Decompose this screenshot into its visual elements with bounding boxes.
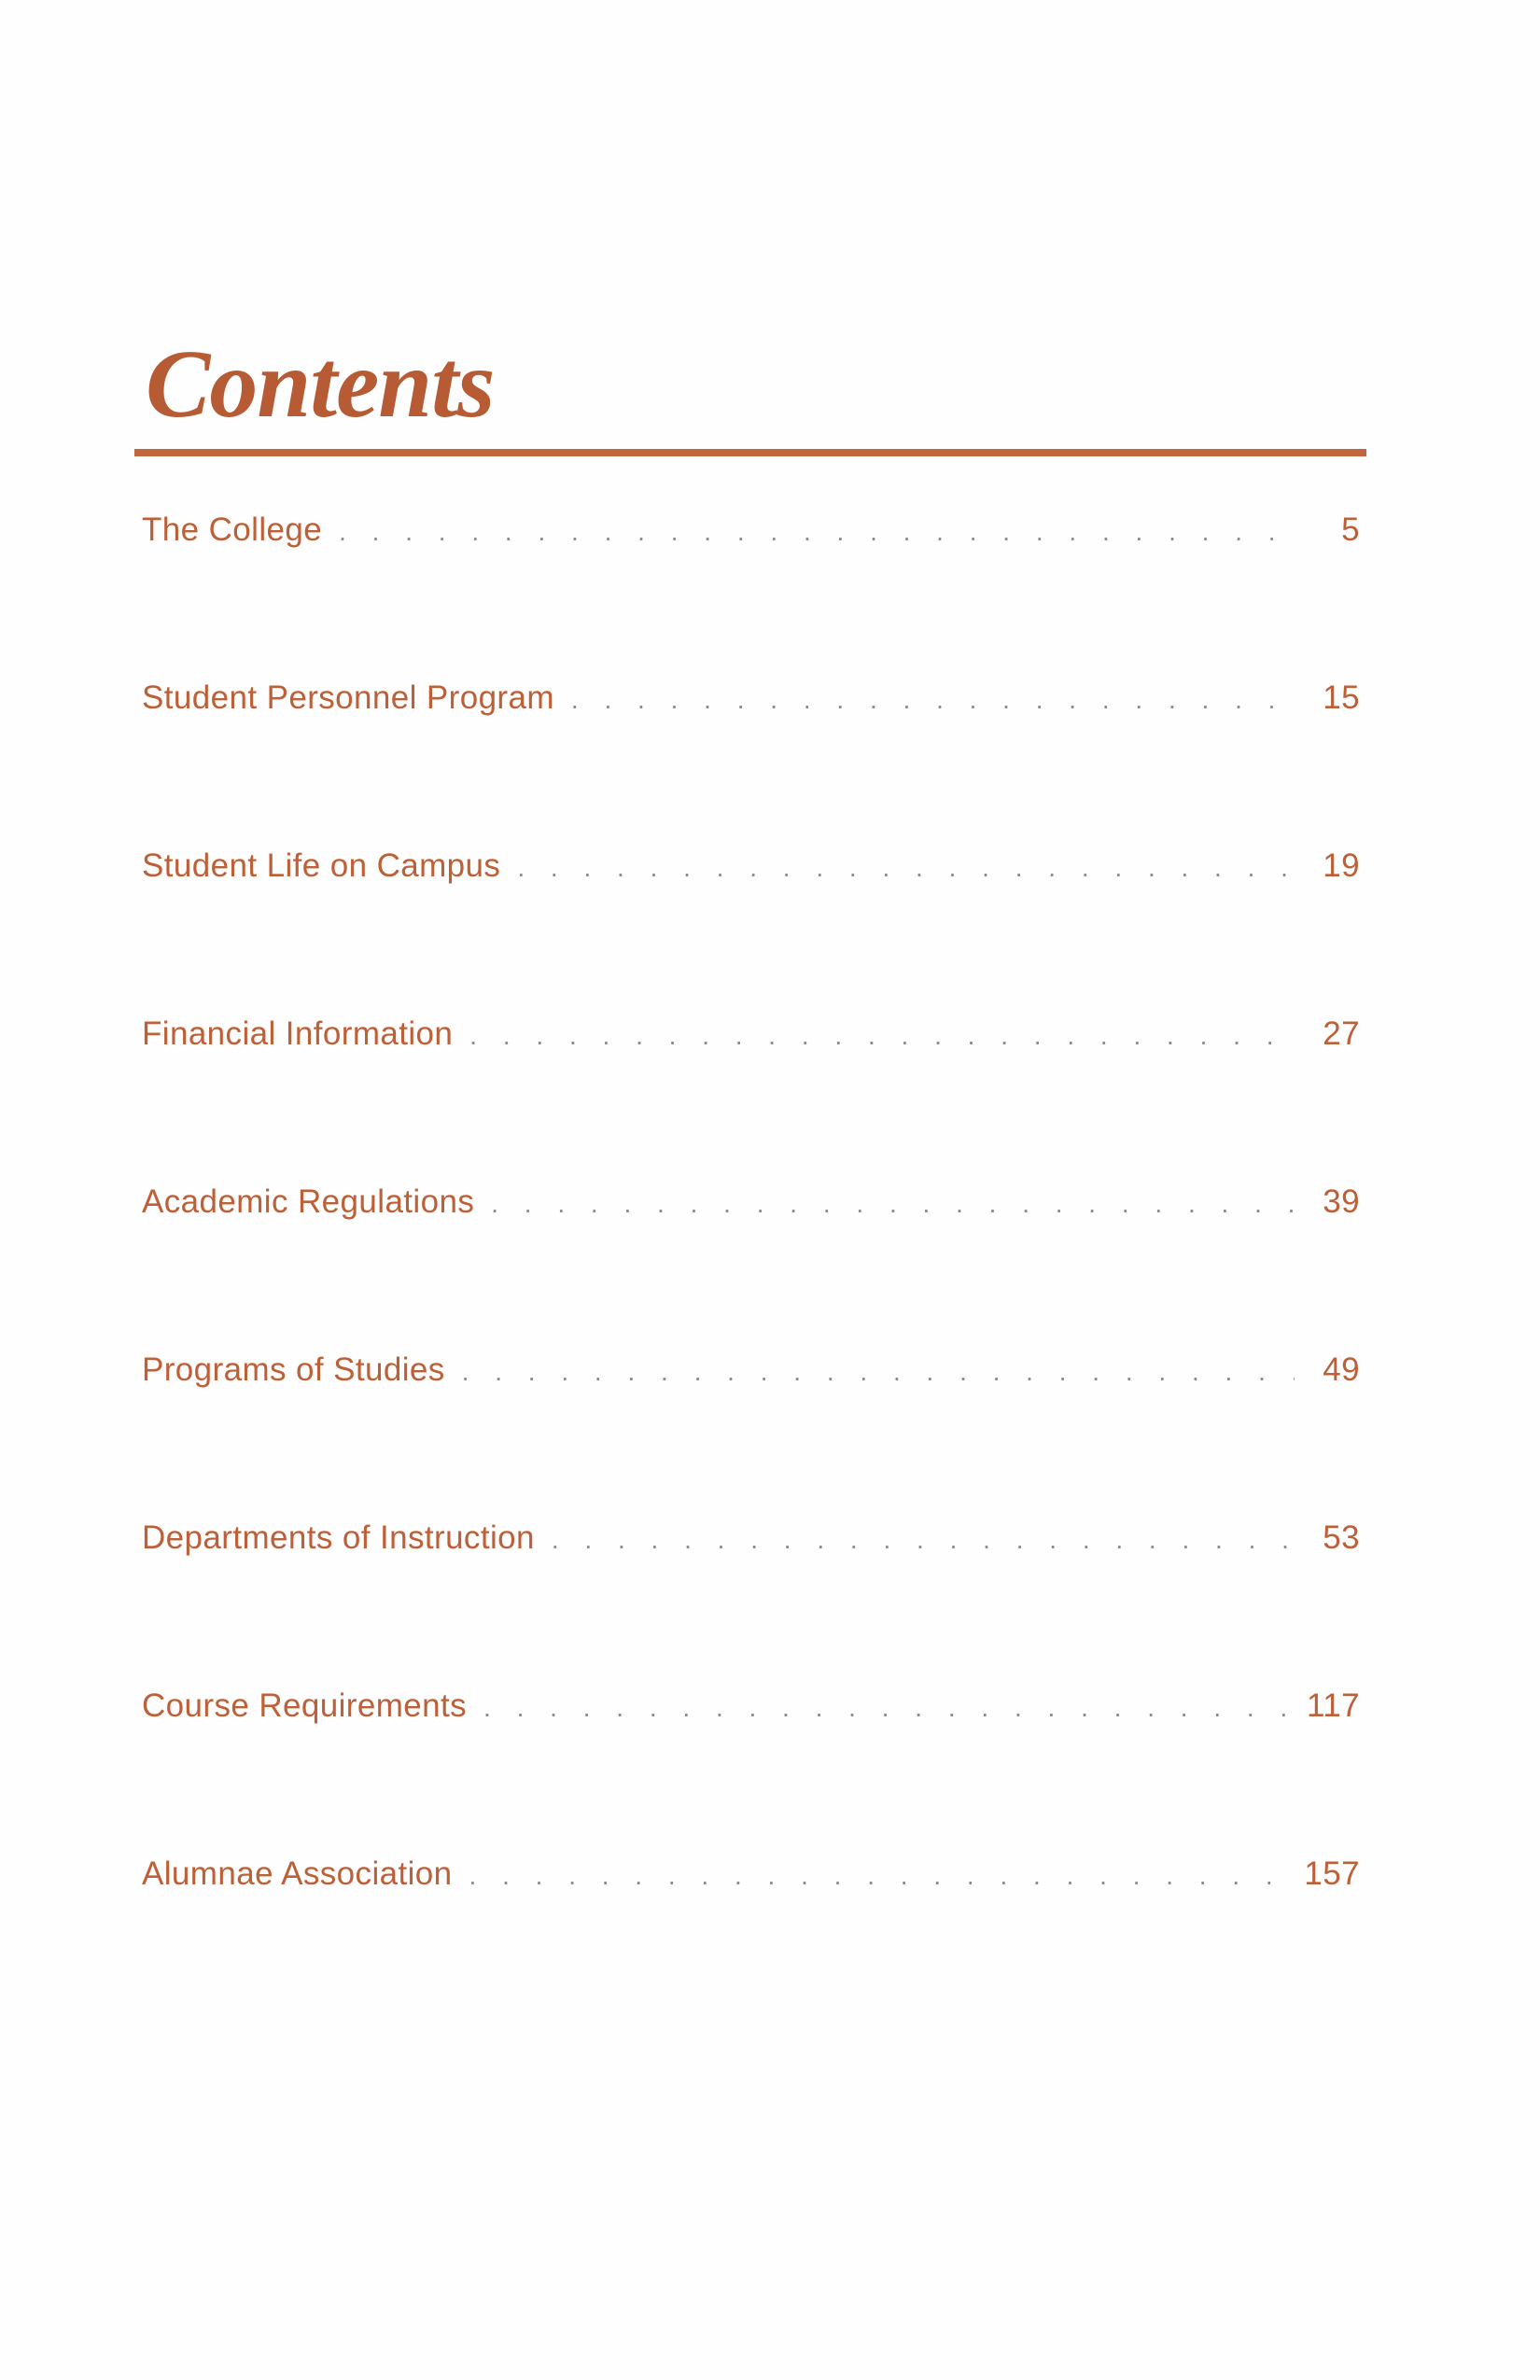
dot-leader (469, 1863, 1295, 1889)
toc-entry-title: Financial Information (142, 1015, 454, 1052)
toc-page-number: 157 (1304, 1855, 1360, 1892)
toc-entry-title: Student Personnel Program (142, 679, 554, 716)
page-title: Contents (146, 330, 495, 438)
toc-page-number: 5 (1341, 511, 1360, 548)
dot-leader (339, 519, 1295, 545)
toc-page-number: 27 (1323, 1015, 1360, 1052)
dot-leader (491, 1191, 1295, 1217)
contents-header (134, 317, 1366, 467)
toc-page-number: 19 (1323, 847, 1360, 884)
dot-leader (552, 1527, 1295, 1553)
toc-entry-student-life-on-campus[interactable] (142, 847, 1360, 1015)
toc-entry-academic-regulations[interactable] (142, 1183, 1360, 1351)
toc-entry-title: The College (142, 511, 323, 548)
toc-entry-student-personnel-program[interactable] (142, 679, 1360, 847)
toc-page-number: 117 (1307, 1687, 1360, 1724)
toc-entry-programs-of-studies[interactable] (142, 1351, 1360, 1519)
title-rule (134, 449, 1366, 456)
table-of-contents (142, 511, 1360, 2023)
toc-entry-title: Alumnae Association (142, 1855, 453, 1892)
toc-entry-course-requirements[interactable] (142, 1687, 1360, 1855)
toc-page-number: 49 (1323, 1351, 1360, 1388)
dot-leader (483, 1695, 1295, 1721)
toc-entry-departments-of-instruction[interactable] (142, 1519, 1360, 1687)
toc-page-number: 39 (1323, 1183, 1360, 1220)
toc-entry-financial-information[interactable] (142, 1015, 1360, 1183)
toc-entry-the-college[interactable] (142, 511, 1360, 679)
toc-entry-title: Programs of Studies (142, 1351, 445, 1388)
dot-leader (571, 687, 1295, 713)
toc-page-number: 53 (1323, 1519, 1360, 1556)
dot-leader (517, 855, 1295, 881)
toc-entry-alumnae-association[interactable] (142, 1855, 1360, 2023)
dot-leader (469, 1023, 1295, 1049)
dot-leader (462, 1359, 1295, 1385)
toc-entry-title: Academic Regulations (142, 1183, 475, 1220)
toc-page-number: 15 (1323, 679, 1360, 716)
toc-entry-title: Course Requirements (142, 1687, 468, 1724)
toc-entry-title: Student Life on Campus (142, 847, 501, 884)
toc-entry-title: Departments of Instruction (142, 1519, 535, 1556)
